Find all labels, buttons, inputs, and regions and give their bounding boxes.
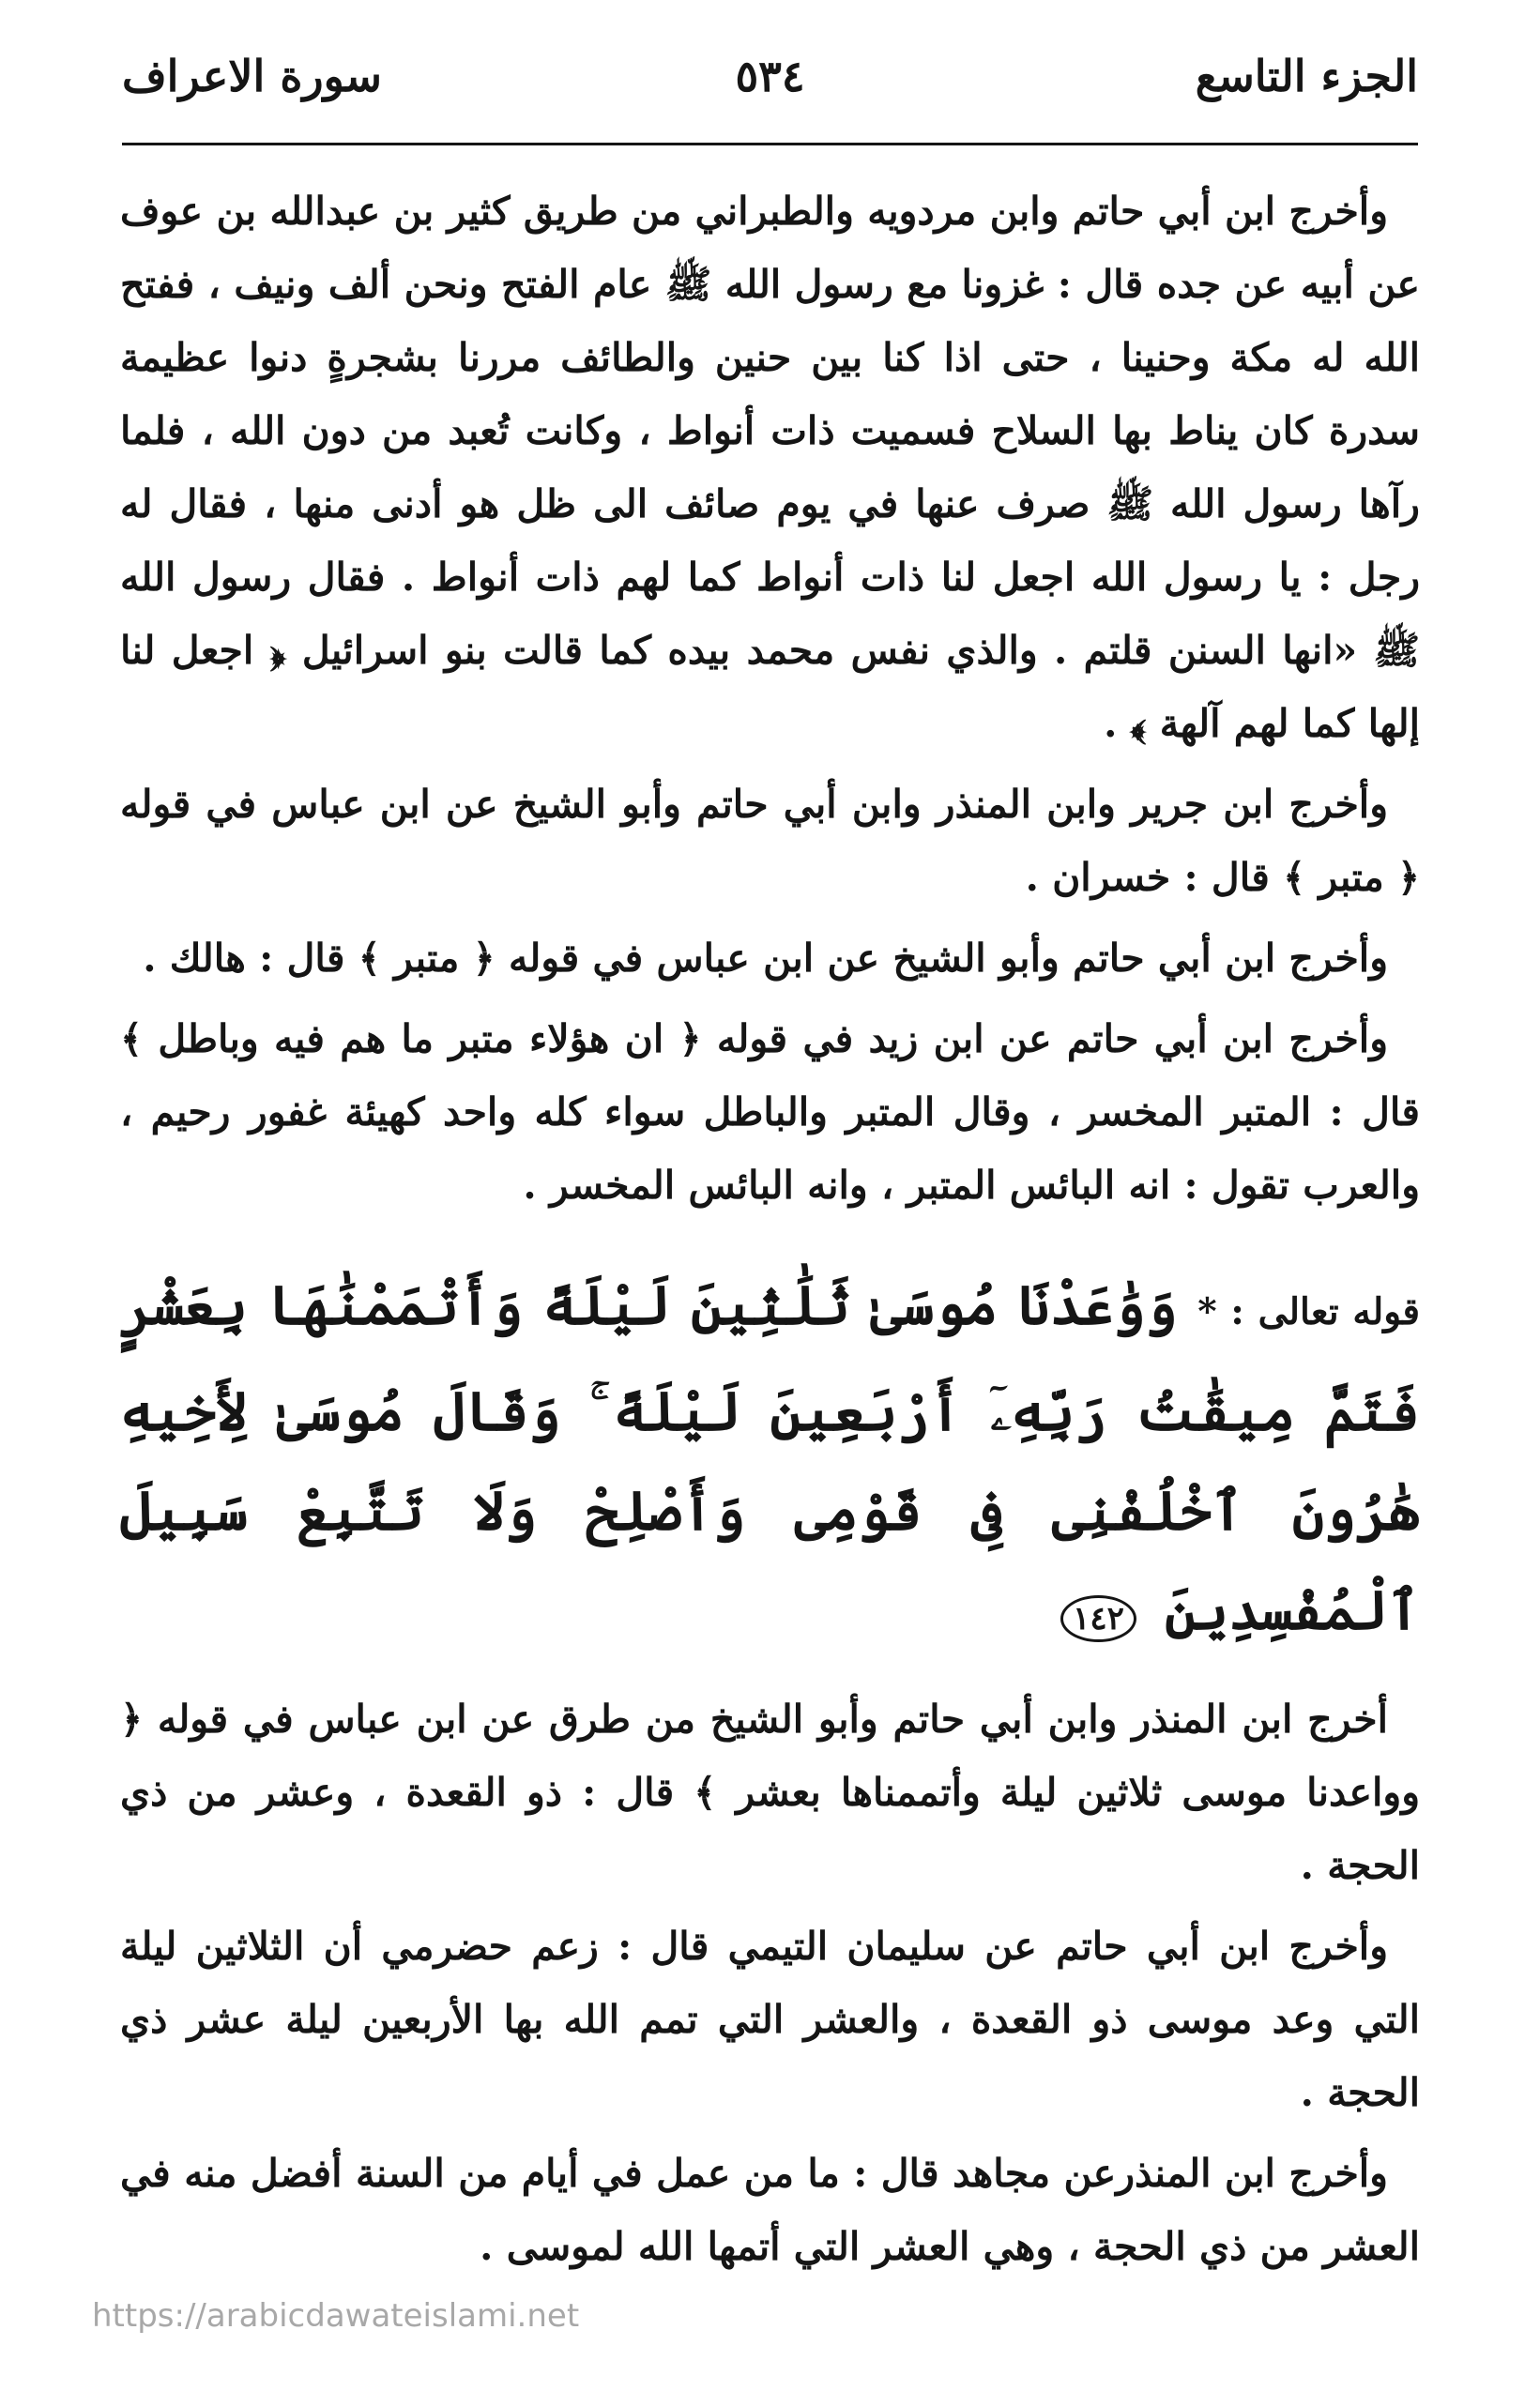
- quran-verse-block: [120, 1256, 1420, 1660]
- paragraph-7: وأخرج ابن المنذرعن مجاهد قال : ما من عمل في أيام من السنة أفضل منه في العشر من ذي الحجة ، وهي العشر التي أتمها الله لموسى .: [120, 2151, 1420, 2269]
- quran-verse: [120, 1256, 1420, 1660]
- surah-title: سورة الاعراف: [122, 51, 382, 101]
- paragraph-1: وأخرج ابن أبي حاتم وابن مردويه والطبراني من طريق كثير بن عبدالله بن عوف عن أبيه عن جده قال : غزونا مع رسول الله ﷺ عام الفتح ونحن ألف ونيف ، ففتح الله له مكة وحنينا ، حتى اذا كنا بين حنين والطائف مررنا بشجرةٍ دنوا عظيمة سدرة كان يناط بها السلاح فسميت ذات أنواط ، وكانت تُعبد من دون الله ، فلما رآها رسول الله ﷺ صرف عنها في يوم صائف الى ظل هو أدنى منها ، فقال له رجل : يا رسول الله اجعل لنا ذات أنواط كما لهم ذات أنواط . فقال رسول الله ﷺ «انها السنن قلتم . والذي نفس محمد بيده كما قالت بنو اسرائيل ﴿ اجعل لنا إلها كما لهم آلهة ﴾ .: [120, 189, 1420, 746]
- paragraph-5: أخرج ابن المنذر وابن أبي حاتم وأبو الشيخ من طرق عن ابن عباس في قوله ﴿ وواعدنا موسى ثلاثين ليلة وأتممناها بعشر ﴾ قال : ذو القعدة ، وعشر من ذي الحجة .: [120, 1697, 1420, 1888]
- verse-text: وَوَٰعَدْنَا مُوسَىٰ ثَلَٰثِينَ لَيْلَةً وَأَتْمَمْنَٰهَا بِعَشْرٍ فَتَمَّ مِيقَٰتُ رَبِّهِۦٓ أَرْبَعِينَ لَيْلَةً ۚ وَقَالَ مُوسَىٰ لِأَخِيهِ هَٰرُونَ ٱخْلُفْنِى فِى قَوْمِى وَأَصْلِحْ وَلَا تَتَّبِعْ سَبِيلَ ٱلْمُفْسِدِينَ: [120, 1273, 1420, 1642]
- part-title: الجزء التاسع: [1195, 51, 1418, 101]
- paragraph-4: وأخرج ابن أبي حاتم عن ابن زيد في قوله ﴿ ان هؤلاء متبر ما هم فيه وباطل ﴾ قال : المتبر المخسر ، وقال المتبر والباطل سواء كله واحد كهيئة غفور رحيم ، والعرب تقول : انه البائس المتبر ، وانه البائس المخسر .: [120, 1016, 1420, 1208]
- page-number: ٥٣٤: [735, 51, 805, 101]
- paragraph-2: وأخرج ابن جرير وابن المنذر وابن أبي حاتم وأبو الشيخ عن ابن عباس في قوله ﴿ متبر ﴾ قال : خسران .: [120, 782, 1420, 900]
- page-body: [120, 175, 1420, 2344]
- header-divider: [122, 143, 1418, 145]
- ayah-number-mark: ١٤٢: [1060, 1595, 1136, 1642]
- paragraph-6: وأخرج ابن أبي حاتم عن سليمان التيمي قال : زعم حضرمي أن الثلاثين ليلة التي وعد موسى ذو القعدة ، والعشر التي تمم الله بها الأربعين ليلة عشر ذي الحجة .: [120, 1924, 1420, 2115]
- verse-intro: قوله تعالى : *: [1197, 1290, 1420, 1333]
- paragraph-3: وأخرج ابن أبي حاتم وأبو الشيخ عن ابن عباس في قوله ﴿ متبر ﴾ قال : هالك .: [143, 936, 1388, 981]
- page-header: [122, 41, 1418, 135]
- watermark-url: https://arabicdawateislami.net: [92, 2297, 580, 2335]
